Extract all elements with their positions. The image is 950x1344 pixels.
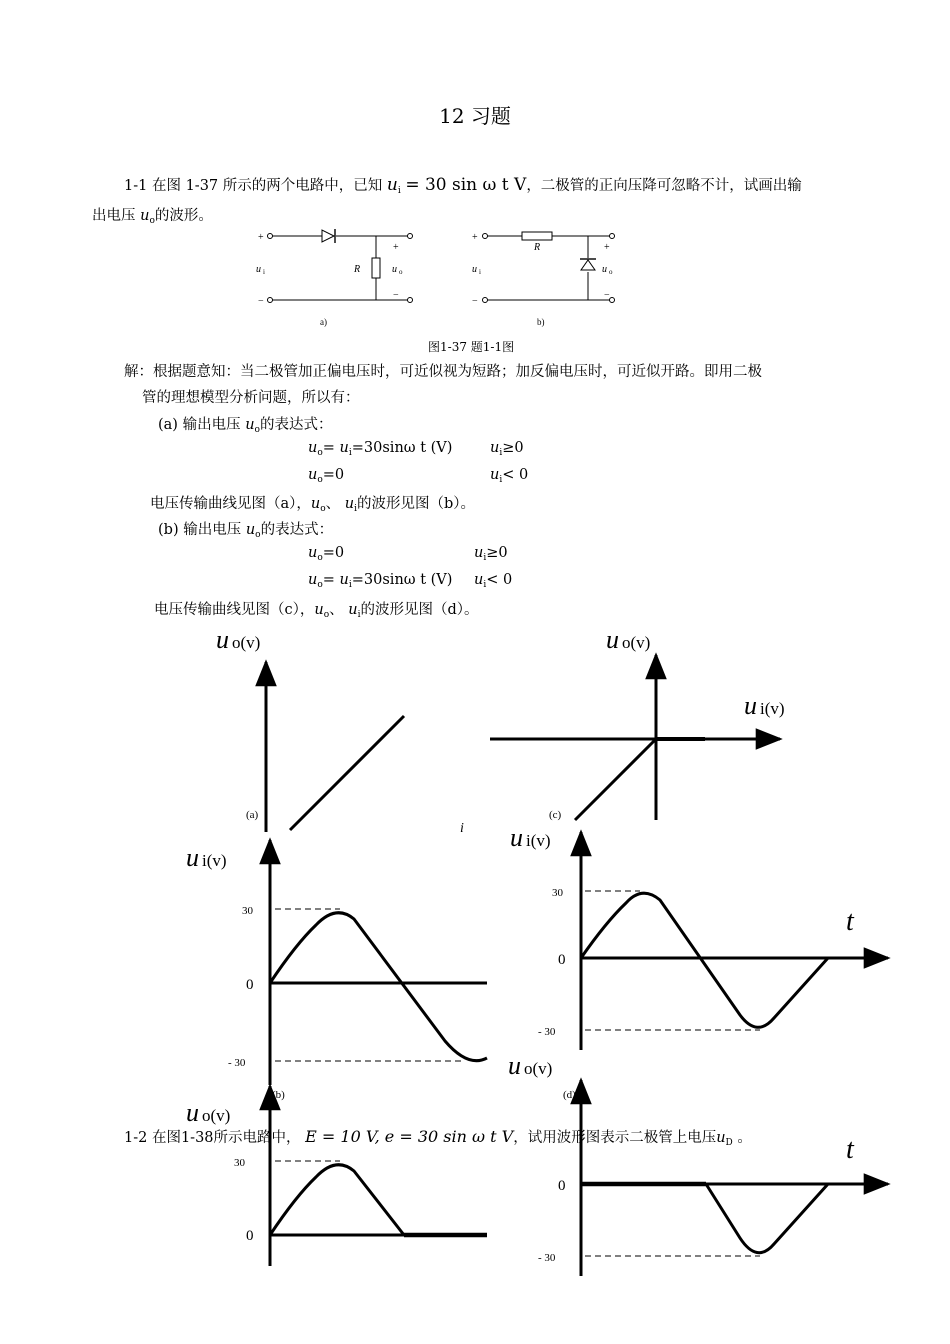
uo-sub: o bbox=[399, 268, 403, 276]
cond-b1: $u_i\ge 0$ bbox=[474, 545, 508, 563]
problem-text: 出电压 bbox=[92, 208, 136, 224]
ui-sub: i bbox=[263, 268, 265, 276]
fig-c-label: (c) bbox=[549, 809, 562, 821]
minus-sign: − bbox=[258, 296, 264, 307]
uo-axis-label: u bbox=[606, 625, 619, 654]
text: 的表达式： bbox=[260, 522, 334, 538]
uo-label: u bbox=[602, 264, 607, 275]
tick-0: 0 bbox=[558, 952, 566, 968]
eq-b1: $u_o=0$ bbox=[308, 545, 345, 563]
formula-rhs: = 30 sin ω t V bbox=[405, 175, 527, 195]
text: 的波形见图（d）。 bbox=[360, 602, 479, 618]
formula-var: u bbox=[386, 175, 398, 195]
problem-text: 的波形。 bbox=[154, 208, 213, 224]
ui-axis-label: u bbox=[510, 823, 523, 852]
ui-axis-unit: i(v) bbox=[760, 699, 785, 718]
tick-30: 30 bbox=[552, 887, 563, 899]
ui-axis-unit: i(v) bbox=[526, 831, 551, 850]
tick-minus-30: - 30 bbox=[538, 1026, 556, 1038]
page-title: 12 习题 bbox=[439, 104, 511, 128]
waveform-graphs bbox=[0, 620, 950, 1344]
resistor-label: R bbox=[534, 242, 541, 253]
plus-sign: + bbox=[258, 232, 264, 243]
plus-sign: + bbox=[393, 242, 399, 253]
tick-0: 0 bbox=[246, 977, 254, 993]
problem-1-1-line1 bbox=[124, 174, 802, 196]
graph-c bbox=[490, 625, 785, 821]
problem-text: ，试用波形图表示二极管上电压 bbox=[513, 1130, 717, 1146]
uo-var: u bbox=[140, 208, 150, 224]
part-a-curve: 电压传输曲线见图（a），$u_o$、 $u_i$的波形见图（b）。 bbox=[150, 496, 476, 514]
part-b-curve: 电压传输曲线见图（c），$u_o$、 $u_i$的波形见图（d）。 bbox=[154, 602, 479, 620]
minus-sign: − bbox=[472, 296, 478, 307]
plus-sign: + bbox=[604, 242, 610, 253]
ui-axis-unit: i(v) bbox=[202, 851, 227, 870]
graph-b-uo bbox=[186, 1086, 487, 1266]
graph-d-ui bbox=[510, 823, 888, 1101]
text: (a) 输出电压 bbox=[158, 417, 241, 433]
ud-var: u bbox=[716, 1130, 726, 1146]
text: 、 bbox=[325, 496, 341, 512]
circuit-b-label: b) bbox=[537, 317, 545, 327]
eq-text: =0 bbox=[322, 467, 345, 483]
cond-text: ≥0 bbox=[486, 545, 508, 561]
ui-label: u bbox=[472, 264, 477, 275]
tick-0: 0 bbox=[246, 1228, 254, 1244]
tick-0: 0 bbox=[558, 1178, 566, 1194]
cond-a1: $u_i\ge 0$ bbox=[490, 440, 524, 458]
uo-sub: o bbox=[609, 268, 613, 276]
uo-sub: o bbox=[149, 216, 155, 226]
eq-a2: $u_o=0$ bbox=[308, 467, 345, 485]
cond-text: < 0 bbox=[486, 572, 513, 588]
text: (b) 输出电压 bbox=[158, 522, 242, 538]
text: 电压传输曲线见图（c）， bbox=[154, 602, 315, 618]
ui-sub: i bbox=[479, 268, 481, 276]
cond-text: < 0 bbox=[502, 467, 529, 483]
tick-minus-30: - 30 bbox=[228, 1057, 246, 1069]
uo-axis-unit: o(v) bbox=[202, 1106, 231, 1125]
solution-line2: 管的理想模型分析问题，所以有： bbox=[142, 390, 360, 406]
stray-glyph: i bbox=[460, 821, 464, 836]
eq-text: =0 bbox=[322, 545, 345, 561]
tick-30: 30 bbox=[234, 1157, 245, 1169]
eq-b2: $u_o= u_i=30\sin\omega$ t (V) bbox=[308, 572, 453, 590]
uo-label: u bbox=[392, 264, 397, 275]
eq-text: =30sinω t (V) bbox=[351, 572, 453, 588]
formula: E = 10 V, e = 30 sin ω t V bbox=[305, 1127, 514, 1146]
t-axis-label: t bbox=[846, 1134, 854, 1165]
fig-a-label: (a) bbox=[246, 809, 259, 821]
problem-text: 1-2 在图1-38所示电路中， bbox=[124, 1130, 301, 1146]
ui-axis-label: u bbox=[186, 843, 199, 872]
uo-axis-unit: o(v) bbox=[622, 633, 651, 652]
part-b-heading: (b) 输出电压 $u_o$的表达式： bbox=[158, 522, 334, 540]
solution-line1: 解：根据题意知：当二极管加正偏电压时，可近似视为短路；加反偏电压时，可近似开路。即用二极 bbox=[124, 364, 762, 380]
uo-axis-label: u bbox=[508, 1051, 521, 1080]
resistor-label: R bbox=[354, 264, 361, 275]
graph-b-ui bbox=[186, 840, 487, 1101]
text: 电压传输曲线见图（a）， bbox=[150, 496, 311, 512]
t-axis-label: t bbox=[846, 906, 854, 937]
circuit-a-label: a) bbox=[320, 317, 327, 327]
text: 、 bbox=[329, 602, 344, 618]
uo-var: u bbox=[245, 417, 255, 433]
figure-caption: 图1-37 题1-1图 bbox=[428, 340, 515, 354]
tick-30: 30 bbox=[242, 905, 253, 917]
graph-d-uo bbox=[508, 1051, 888, 1276]
formula-sub: i bbox=[397, 186, 401, 196]
ui-label: u bbox=[256, 264, 261, 275]
problem-1-1-line2 bbox=[92, 204, 213, 226]
uo-axis-unit: o(v) bbox=[524, 1059, 553, 1078]
problem-text: 。 bbox=[737, 1130, 752, 1146]
fig-d-label: (d) bbox=[563, 1089, 576, 1101]
cond-b2: $u_i< 0$ bbox=[474, 572, 513, 590]
problem-text: 1-1 在图 1-37 所示的两个电路中，已知 bbox=[124, 178, 383, 194]
ud-sub: D bbox=[725, 1138, 733, 1148]
eq-text: =30sinω t (V) bbox=[351, 440, 453, 456]
part-a-heading: (a) 输出电压 $u_o$的表达式： bbox=[158, 417, 333, 435]
minus-sign: − bbox=[393, 290, 399, 301]
problem-1-2 bbox=[124, 1126, 752, 1148]
uo-axis-unit: o(v) bbox=[232, 633, 261, 652]
graph-a bbox=[216, 625, 464, 836]
ui-axis-label: u bbox=[744, 691, 757, 720]
fig-b-label: (b) bbox=[272, 1089, 285, 1101]
cond-text: ≥0 bbox=[502, 440, 524, 456]
problem-text: ，二极管的正向压降可忽略不计，试画出输 bbox=[526, 178, 802, 194]
text: 的表达式： bbox=[259, 417, 333, 433]
uo-axis-label: u bbox=[216, 625, 229, 654]
tick-minus-30: - 30 bbox=[538, 1252, 556, 1264]
eq-a1: $u_o= u_i=30\sin\omega$ t (V) bbox=[308, 440, 453, 458]
circuit-diagrams bbox=[250, 222, 630, 334]
text: 的波形见图（b）。 bbox=[357, 496, 476, 512]
minus-sign: − bbox=[604, 290, 610, 301]
plus-sign: + bbox=[472, 232, 478, 243]
cond-a2: $u_i< 0$ bbox=[490, 467, 529, 485]
uo-axis-label: u bbox=[186, 1098, 199, 1127]
